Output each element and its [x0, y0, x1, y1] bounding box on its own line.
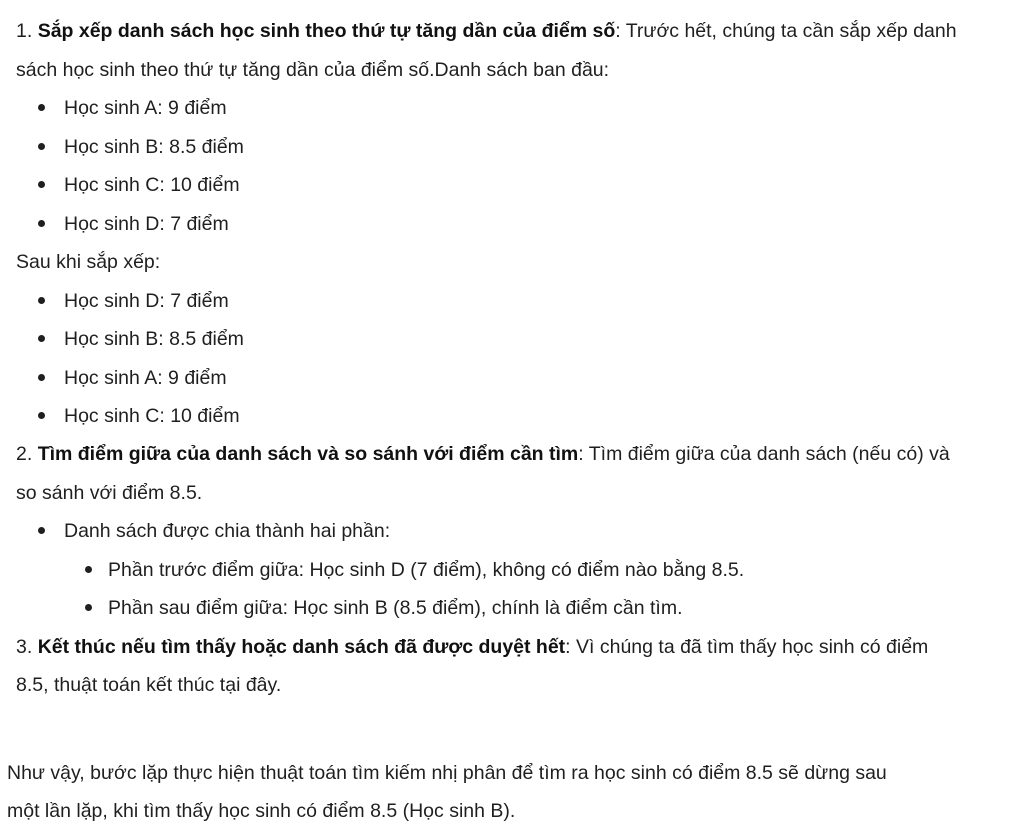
- step3-number: 3.: [16, 636, 33, 658]
- original-list-item: Học sinh B: 8.5 điểm: [64, 136, 244, 158]
- bullet-dot: [85, 566, 92, 573]
- sorted-list-item: Học sinh A: 9 điểm: [64, 367, 227, 389]
- bullet-dot: [38, 297, 45, 304]
- bullet-dot: [38, 143, 45, 150]
- sorted-list-item: Học sinh B: 8.5 điểm: [64, 328, 244, 350]
- step2-sub-bullet: Phần sau điểm giữa: Học sinh B (8.5 điểm), chính là điểm cần tìm.: [108, 597, 683, 619]
- original-list-item: Học sinh D: 7 điểm: [64, 213, 229, 235]
- bullet-dot: [38, 104, 45, 111]
- conclusion-line1: Như vậy, bước lặp thực hiện thuật toán tìm kiếm nhị phân để tìm ra học sinh có điểm 8.5 sẽ dừng sau: [7, 762, 887, 784]
- bullet-dot: [85, 604, 92, 611]
- step3-text-line2: 8.5, thuật toán kết thúc tại đây.: [16, 674, 282, 696]
- step2-text-line2: so sánh với điểm 8.5.: [16, 482, 203, 504]
- step2-title: Tìm điểm giữa của danh sách và so sánh với điểm cần tìm: [37, 443, 579, 465]
- bullet-dot: [38, 412, 45, 419]
- bullet-dot: [38, 335, 45, 342]
- sorted-list-item: Học sinh C: 10 điểm: [64, 405, 240, 427]
- bullet-dot: [38, 374, 45, 381]
- step1-heading: [16, 19, 957, 43]
- step1-text-line2: sách học sinh theo thứ tự tăng dần của điểm số.Danh sách ban đầu:: [16, 59, 610, 81]
- step3-text-line1: : Vì chúng ta đã tìm thấy học sinh có điểm: [565, 636, 929, 658]
- bullet-dot: [38, 527, 45, 534]
- step2-text-line1: : Tìm điểm giữa của danh sách (nếu có) và: [578, 443, 950, 465]
- step2-bullet: Danh sách được chia thành hai phần:: [64, 520, 391, 542]
- conclusion-line2: một lần lặp, khi tìm thấy học sinh có điểm 8.5 (Học sinh B).: [7, 800, 516, 822]
- step3-title: Kết thúc nếu tìm thấy hoặc danh sách đã được duyệt hết: [37, 636, 566, 658]
- step1-number: 1.: [16, 20, 33, 42]
- bullet-dot: [38, 181, 45, 188]
- original-list-item: Học sinh A: 9 điểm: [64, 97, 227, 119]
- original-list-item: Học sinh C: 10 điểm: [64, 174, 240, 196]
- sorted-list-item: Học sinh D: 7 điểm: [64, 290, 229, 312]
- step2-number: 2.: [16, 443, 33, 465]
- after-sort-label: Sau khi sắp xếp:: [16, 251, 161, 273]
- step1-title: Sắp xếp danh sách học sinh theo thứ tự tăng dần của điểm số: [37, 20, 616, 42]
- step1-text-line1: : Trước hết, chúng ta cần sắp xếp danh: [615, 20, 957, 42]
- step2-heading: [16, 442, 950, 466]
- step2-sub-bullet: Phần trước điểm giữa: Học sinh D (7 điểm), không có điểm nào bằng 8.5.: [108, 559, 745, 581]
- step3-heading: [16, 635, 928, 659]
- bullet-dot: [38, 220, 45, 227]
